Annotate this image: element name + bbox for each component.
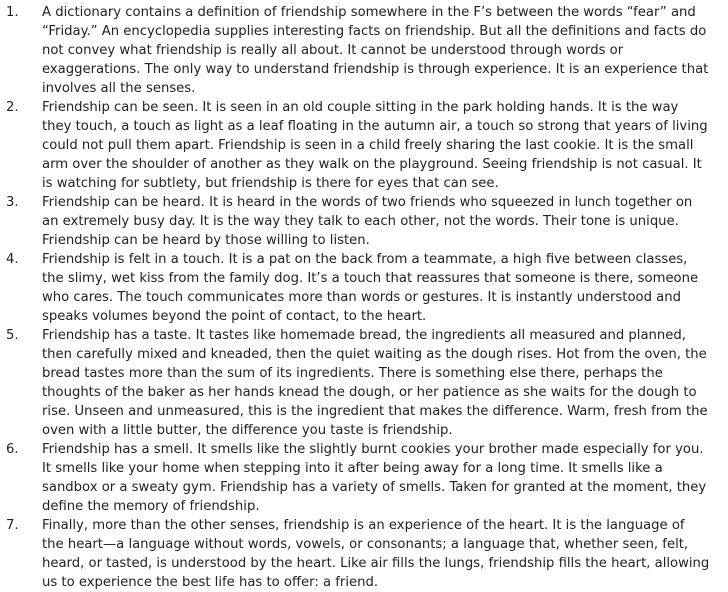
list-item-number: 4. [6,252,19,267]
list-item [0,440,728,516]
document-body [0,3,728,592]
list-item-number: 6. [6,442,19,457]
list-item-text: Finally, more than the other senses, friendship is an experience of the heart. It is the language of the heart—a language without words, vowels, or consonants; a language that, whether seen, felt, heard, or tasted, is understood by the heart. Like air fills the lungs, friendship fills the heart, allowing us to experience the best life has to offer: a friend. [42,518,710,590]
list-item-text: Friendship has a smell. It smells like the slightly burnt cookies your brother made especially for you. It smells like your home when stepping into it after being away for a long time. It smells like a sandbox or a sweaty gym. Friendship has a variety of smells. Taken for granted at the moment, they define the memory of friendship. [42,442,707,514]
list-item-number: 1. [6,5,19,20]
list-item-number: 2. [6,100,19,115]
list-item-number: 7. [6,518,19,533]
list-item [0,3,728,98]
list-item [0,193,728,250]
list-item-text: Friendship can be heard. It is heard in the words of two friends who squeezed in lunch together on an extremely busy day. It is the way they talk to each other, not the words. Their tone is unique. Friendship can be heard by those willing to listen. [42,195,693,248]
list-item [0,326,728,440]
list-item-number: 5. [6,328,19,343]
list-item [0,98,728,193]
list-item [0,516,728,592]
list-item-number: 3. [6,195,19,210]
list-item-text: Friendship is felt in a touch. It is a pat on the back from a teammate, a high five between classes, the slimy, wet kiss from the family dog. It’s a touch that reassures that someone is there, someone who cares. The touch communicates more than words or gestures. It is instantly understood and speaks volumes beyond the point of contact, to the heart. [42,252,699,324]
list-item [0,250,728,326]
list-item-text: A dictionary contains a definition of friendship somewhere in the F’s between the words “fear” and “Friday.” An encyclopedia supplies interesting facts on friendship. But all the definitions and facts do not convey what friendship is really all about. It cannot be understood through words or exaggerations. The only way to understand friendship is through experience. It is an experience that involves all the senses. [42,5,709,96]
list-item-text: Friendship can be seen. It is seen in an old couple sitting in the park holding hands. It is the way they touch, a touch as light as a leaf floating in the autumn air, a touch so strong that years of living could not pull them apart. Friendship is seen in a child freely sharing the last cookie. It is the small arm over the shoulder of another as they walk on the playground. Seeing friendship is not casual. It is watching for subtlety, but friendship is there for eyes that can see. [42,100,708,191]
list-item-text: Friendship has a taste. It tastes like homemade bread, the ingredients all measured and planned, then carefully mixed and kneaded, then the quiet waiting as the dough rises. Hot from the oven, the bread tastes more than the sum of its ingredients. There is something else there, perhaps the thoughts of the baker as her hands knead the dough, or her patience as she waits for the dough to rise. Unseen and unmeasured, this is the ingredient that makes the difference. Warm, fresh from the oven with a little butter, the difference you taste is friendship. [42,328,708,438]
